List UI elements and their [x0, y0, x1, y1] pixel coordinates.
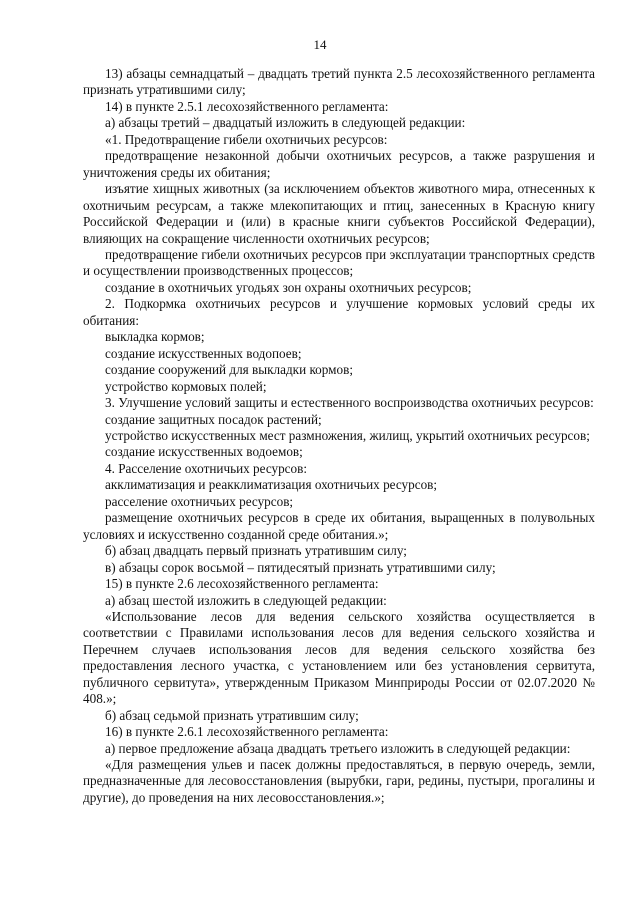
paragraph-item: размещение охотничьих ресурсов в среде их обитания, выращенных в полувольных условиях и искусственно созданной среде обитания.»;	[83, 510, 595, 542]
paragraph-item: выкладка кормов;	[105, 329, 205, 345]
paragraph-14a: а) абзацы третий – двадцатый изложить в следующей редакции:	[105, 115, 466, 131]
document-body	[83, 66, 595, 806]
paragraph-heading-4: 4. Расселение охотничьих ресурсов:	[105, 460, 308, 476]
paragraph-item: создание искусственных водопоев;	[105, 345, 302, 361]
paragraph-item: создание искусственных водоемов;	[105, 444, 303, 460]
paragraph-quote: «Для размещения ульев и пасек должны предоставляться, в первую очередь, земли, предназначенные для лесовосстановления (вырубки, гари, редины, пустыри, прогалины и другие), до проведения на них лесовосстановления.»;	[83, 757, 595, 805]
paragraph-item: создание в охотничьих угодьях зон охраны охотничьих ресурсов;	[105, 279, 472, 295]
paragraph-item: изъятие хищных животных (за исключением объектов животного мира, отнесенных к охотничьим ресурсам, а также млекопитающих и птиц, занесенных в Красную книгу Российской Федерации и (или) в красные книги субъектов Российской Федерации), влияющих на сокращение численности охотничьих ресурсов;	[83, 181, 595, 246]
paragraph-item: устройство кормовых полей;	[105, 378, 267, 394]
paragraph-item: устройство искусственных мест размножения, жилищ, укрытий охотничьих ресурсов;	[105, 427, 590, 443]
paragraph-quote: «Использование лесов для ведения сельского хозяйства осуществляется в соответствии с Правилами использования лесов для ведения сельского хозяйства и Перечнем случаев использования лесов для ведения сельского хозяйства без предоставления лесного участка, с установлением или без установления сервитута, публичного сервитута», утвержденным Приказом Минприроды России от 02.07.2020 № 408.»;	[83, 608, 595, 707]
paragraph-15b: б) абзац седьмой признать утратившим силу;	[105, 707, 359, 723]
paragraph-14b: б) абзац двадцать первый признать утратившим силу;	[105, 543, 407, 559]
paragraph-15-intro: 15) в пункте 2.6 лесохозяйственного регламента:	[105, 576, 379, 592]
paragraph-heading-2: 2. Подкормка охотничьих ресурсов и улучшение кормовых условий среды их обитания:	[83, 296, 595, 328]
paragraph-item: расселение охотничьих ресурсов;	[105, 493, 294, 509]
paragraph-14-intro: 14) в пункте 2.5.1 лесохозяйственного регламента:	[105, 98, 389, 114]
paragraph-item: предотвращение незаконной добычи охотничьих ресурсов, а также разрушения и уничтожения среды их обитания;	[83, 148, 595, 180]
paragraph-heading-1: «1. Предотвращение гибели охотничьих ресурсов:	[105, 131, 388, 147]
paragraph-14v: в) абзацы сорок восьмой – пятидесятый признать утратившими силу;	[105, 559, 496, 575]
paragraph-item: акклиматизация и реакклиматизация охотничьих ресурсов;	[105, 477, 438, 493]
paragraph-item: предотвращение гибели охотничьих ресурсов при эксплуатации транспортных средств и осуществлении производственных процессов;	[83, 246, 595, 279]
paragraph-item: создание защитных посадок растений;	[105, 411, 322, 427]
paragraph-heading-3: 3. Улучшение условий защиты и естественного воспроизводства охотничьих ресурсов:	[105, 395, 594, 411]
paragraph-16a: а) первое предложение абзаца двадцать третьего изложить в следующей редакции:	[105, 740, 571, 756]
paragraph-item: создание сооружений для выкладки кормов;	[105, 362, 353, 378]
paragraph-13-intro: 13) абзацы семнадцатый – двадцать третий пункта 2.5 лесохозяйственного регламента признать утратившими силу;	[83, 66, 595, 98]
paragraph-15a: а) абзац шестой изложить в следующей редакции:	[105, 592, 387, 608]
page-number: 14	[313, 37, 327, 52]
paragraph-16-intro: 16) в пункте 2.6.1 лесохозяйственного регламента:	[105, 724, 389, 740]
